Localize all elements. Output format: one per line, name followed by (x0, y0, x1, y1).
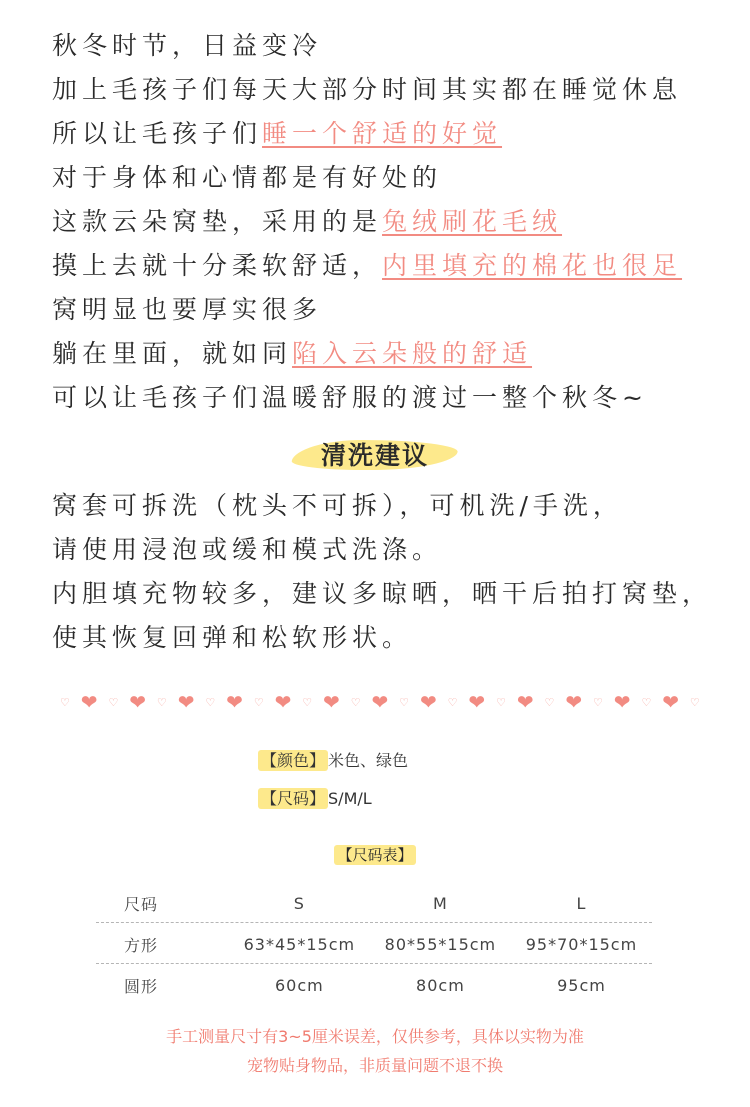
heart-icon: ♡ (447, 695, 458, 709)
table-cell: 60cm (274, 975, 324, 995)
table-cell: 方形 (124, 935, 159, 955)
intro-line: 对于身体和心情都是有好处的 (52, 163, 443, 192)
size-spec (258, 786, 372, 809)
intro-line: 加上毛孩子们每天大部分时间其实都在睡觉休息 (52, 75, 683, 104)
size-table-title: 【尺码表】 (334, 845, 415, 865)
table-row (96, 966, 652, 1004)
table-header-row (96, 884, 652, 923)
wash-line: 窝套可拆洗（枕头不可拆），可机洗/手洗， (52, 491, 623, 520)
heart-icon: ♡ (399, 695, 410, 709)
color-label: 【颜色】 (258, 750, 328, 771)
heart-icon: ♡ (108, 695, 119, 709)
color-spec (258, 748, 408, 771)
heart-icon: ♡ (592, 695, 603, 709)
intro-line (52, 244, 682, 288)
heart-icon: ❤ (468, 690, 486, 714)
heart-icon: ❤ (177, 690, 195, 714)
heart-icon: ❤ (129, 690, 146, 714)
heart-icon: ❤ (516, 690, 534, 714)
intro-text: 躺在里面，就如同 (52, 339, 293, 368)
intro-line (52, 112, 682, 156)
intro-text: 所以让毛孩子们 (52, 119, 263, 148)
intro-text: 这款云朵窝垫，采用的是 (52, 207, 383, 236)
intro-line: 秋冬时节，日益变冷 (52, 31, 323, 60)
table-header-cell: 尺码 (124, 894, 159, 914)
table-cell: 63*45*15cm (243, 934, 356, 954)
intro-line: 窝明显也要厚实很多 (52, 295, 323, 324)
intro-line (52, 332, 682, 376)
table-cell: 95*70*15cm (525, 934, 638, 954)
heart-icon: ♡ (60, 695, 70, 709)
heart-icon: ❤ (565, 690, 583, 714)
heart-icon: ❤ (226, 690, 243, 714)
heart-icon: ❤ (274, 690, 292, 714)
intro-line (52, 200, 682, 244)
heart-icon: ♡ (689, 695, 700, 709)
color-value: 米色、绿色 (328, 751, 409, 770)
heart-icon: ♡ (302, 695, 313, 709)
heart-icon: ♡ (641, 695, 652, 709)
wash-line: 内胆填充物较多，建议多晾晒，晒干后拍打窝垫， (52, 579, 713, 608)
wash-paragraph (52, 484, 712, 660)
highlight-text: 睡一个舒适的好觉 (262, 119, 503, 148)
heart-icon: ♡ (205, 695, 216, 709)
heart-icon: ❤ (419, 690, 437, 714)
section-title: 清洗建议 (293, 432, 457, 476)
table-cell: 95cm (557, 975, 606, 995)
intro-text: 摸上去就十分柔软舒适， (52, 251, 383, 280)
highlight-text: 陷入云朵般的舒适 (292, 339, 533, 368)
heart-icon: ❤ (80, 690, 98, 714)
heart-icon: ❤ (613, 690, 631, 714)
section-title-wrapper (0, 432, 750, 476)
highlight-text: 兔绒刷花毛绒 (382, 207, 563, 236)
intro-paragraph (52, 24, 682, 420)
table-header-cell: M (433, 893, 448, 913)
heart-icon: ♡ (544, 695, 555, 709)
size-value: S/M/L (328, 789, 372, 808)
disclaimer-note: 手工测量尺寸有3~5厘米误差，仅供参考，具体以实物为准 (166, 1027, 584, 1046)
return-policy-note: 宠物贴身物品，非质量问题不退不换 (246, 1056, 503, 1075)
size-label: 【尺码】 (258, 788, 328, 809)
intro-line: 可以让毛孩子们温暖舒服的渡过一整个秋冬~ (52, 383, 648, 412)
table-row (96, 925, 652, 964)
hearts-divider (60, 690, 700, 714)
heart-icon: ❤ (662, 690, 679, 714)
heart-icon: ♡ (253, 695, 264, 709)
highlight-text: 内里填充的棉花也很足 (382, 251, 683, 280)
table-cell: 圆形 (124, 976, 159, 996)
heart-icon: ♡ (496, 695, 506, 709)
wash-line: 请使用浸泡或缓和模式洗涤。 (52, 535, 443, 564)
wash-line: 使其恢复回弹和松软形状。 (52, 623, 413, 652)
heart-icon: ❤ (371, 690, 389, 714)
heart-icon: ♡ (350, 695, 361, 709)
table-cell: 80cm (416, 975, 465, 995)
heart-icon: ❤ (323, 690, 340, 714)
table-cell: 80*55*15cm (384, 934, 497, 954)
size-table-title-wrapper (0, 844, 750, 865)
size-table (96, 884, 652, 1004)
heart-icon: ♡ (156, 695, 167, 709)
table-header-cell: S (293, 893, 305, 913)
table-header-cell: L (576, 893, 587, 913)
